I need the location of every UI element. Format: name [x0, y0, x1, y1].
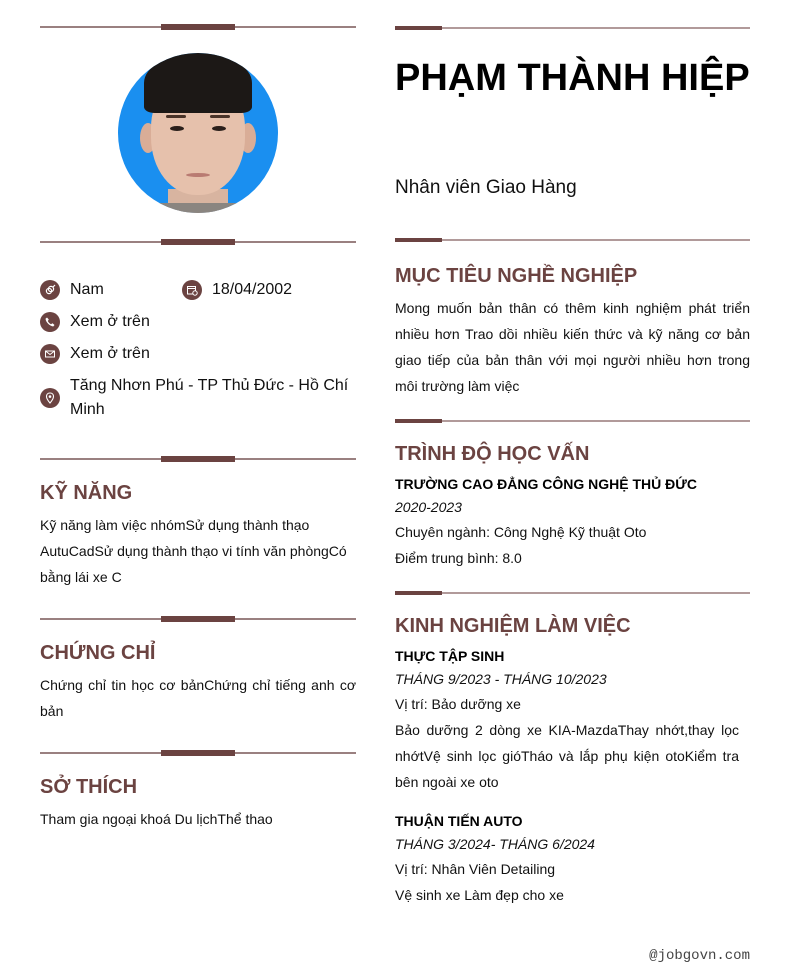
objective-text: Mong muốn bản thân có thêm kinh nghiệm phát triển nhiều hơn Trao dồi nhiều kiến thức và kỹ năng cơ bản giao tiếp của bản thân với mọi người nhiều hơn trong môi trường làm việc [395, 300, 750, 394]
location-icon [40, 388, 60, 408]
experience-position: Vị trí: Nhân Viên Detailing [395, 861, 556, 877]
skills-heading: KỸ NĂNG [40, 482, 133, 504]
email-icon [40, 344, 60, 364]
phone-row [40, 310, 150, 334]
experience-heading: KINH NGHIỆM LÀM VIỆC [395, 615, 631, 637]
divider [40, 615, 356, 623]
hobbies-text: Tham gia ngoại khoá Du lịchThể thao [40, 811, 273, 827]
email-value: Xem ở trên [70, 345, 150, 362]
address-value: Tăng Nhơn Phú - TP Thủ Đức - Hồ Chí Minh [70, 377, 349, 418]
certificates-heading: CHỨNG CHỈ [40, 642, 156, 664]
divider [40, 23, 356, 31]
experience-company: THỰC TẬP SINH [395, 648, 505, 664]
experience-description: Vệ sinh xe Làm đẹp cho xe [395, 887, 564, 903]
certificates-text: Chứng chỉ tin học cơ bảnChứng chỉ tiếng anh cơ bản [40, 677, 356, 719]
gender-row [40, 278, 104, 302]
school-name: TRƯỜNG CAO ĐẲNG CÔNG NGHỆ THỦ ĐỨC [395, 476, 697, 492]
divider [40, 238, 356, 246]
experience-description: Bảo dưỡng 2 dòng xe KIA-MazdaThay nhớt,thay lọc nhớtVệ sinh lọc gióTháo và lắp phụ kiện otoKiểm tra bên ngoài xe oto [395, 722, 739, 790]
divider [395, 419, 750, 423]
divider [395, 238, 750, 242]
phone-value: Xem ở trên [70, 313, 150, 330]
calendar-icon [182, 280, 202, 300]
experience-company: THUẬN TIẾN AUTO [395, 813, 523, 829]
experience-period: THÁNG 9/2023 - THÁNG 10/2023 [395, 671, 607, 687]
address-row [40, 374, 356, 422]
experience-position: Vị trí: Bảo dưỡng xe [395, 696, 521, 712]
job-title: Nhân viên Giao Hàng [395, 177, 577, 198]
gender-value: Nam [70, 281, 104, 298]
divider [395, 591, 750, 595]
education-major: Chuyên ngành: Công Nghệ Kỹ thuật Oto [395, 524, 647, 540]
birthday-row [182, 278, 292, 302]
education-period: 2020-2023 [395, 499, 462, 515]
gender-icon [40, 280, 60, 300]
divider [395, 26, 750, 30]
candidate-name: PHẠM THÀNH HIỆP [395, 57, 750, 99]
watermark: @jobgovn.com [649, 948, 750, 964]
experience-period: THÁNG 3/2024- THÁNG 6/2024 [395, 836, 595, 852]
divider [40, 455, 356, 463]
objective-heading: MỤC TIÊU NGHỀ NGHIỆP [395, 265, 638, 287]
avatar [118, 53, 278, 213]
divider [40, 749, 356, 757]
hobbies-heading: SỞ THÍCH [40, 776, 138, 798]
education-heading: TRÌNH ĐỘ HỌC VẤN [395, 443, 590, 465]
education-gpa: Điểm trung bình: 8.0 [395, 550, 522, 566]
birthday-value: 18/04/2002 [212, 281, 293, 298]
email-row [40, 342, 150, 366]
phone-icon [40, 312, 60, 332]
skills-text: Kỹ năng làm việc nhómSử dụng thành thạo AutuCadSử dụng thành thạo vi tính văn phòngCó bằng lái xe C [40, 517, 347, 585]
